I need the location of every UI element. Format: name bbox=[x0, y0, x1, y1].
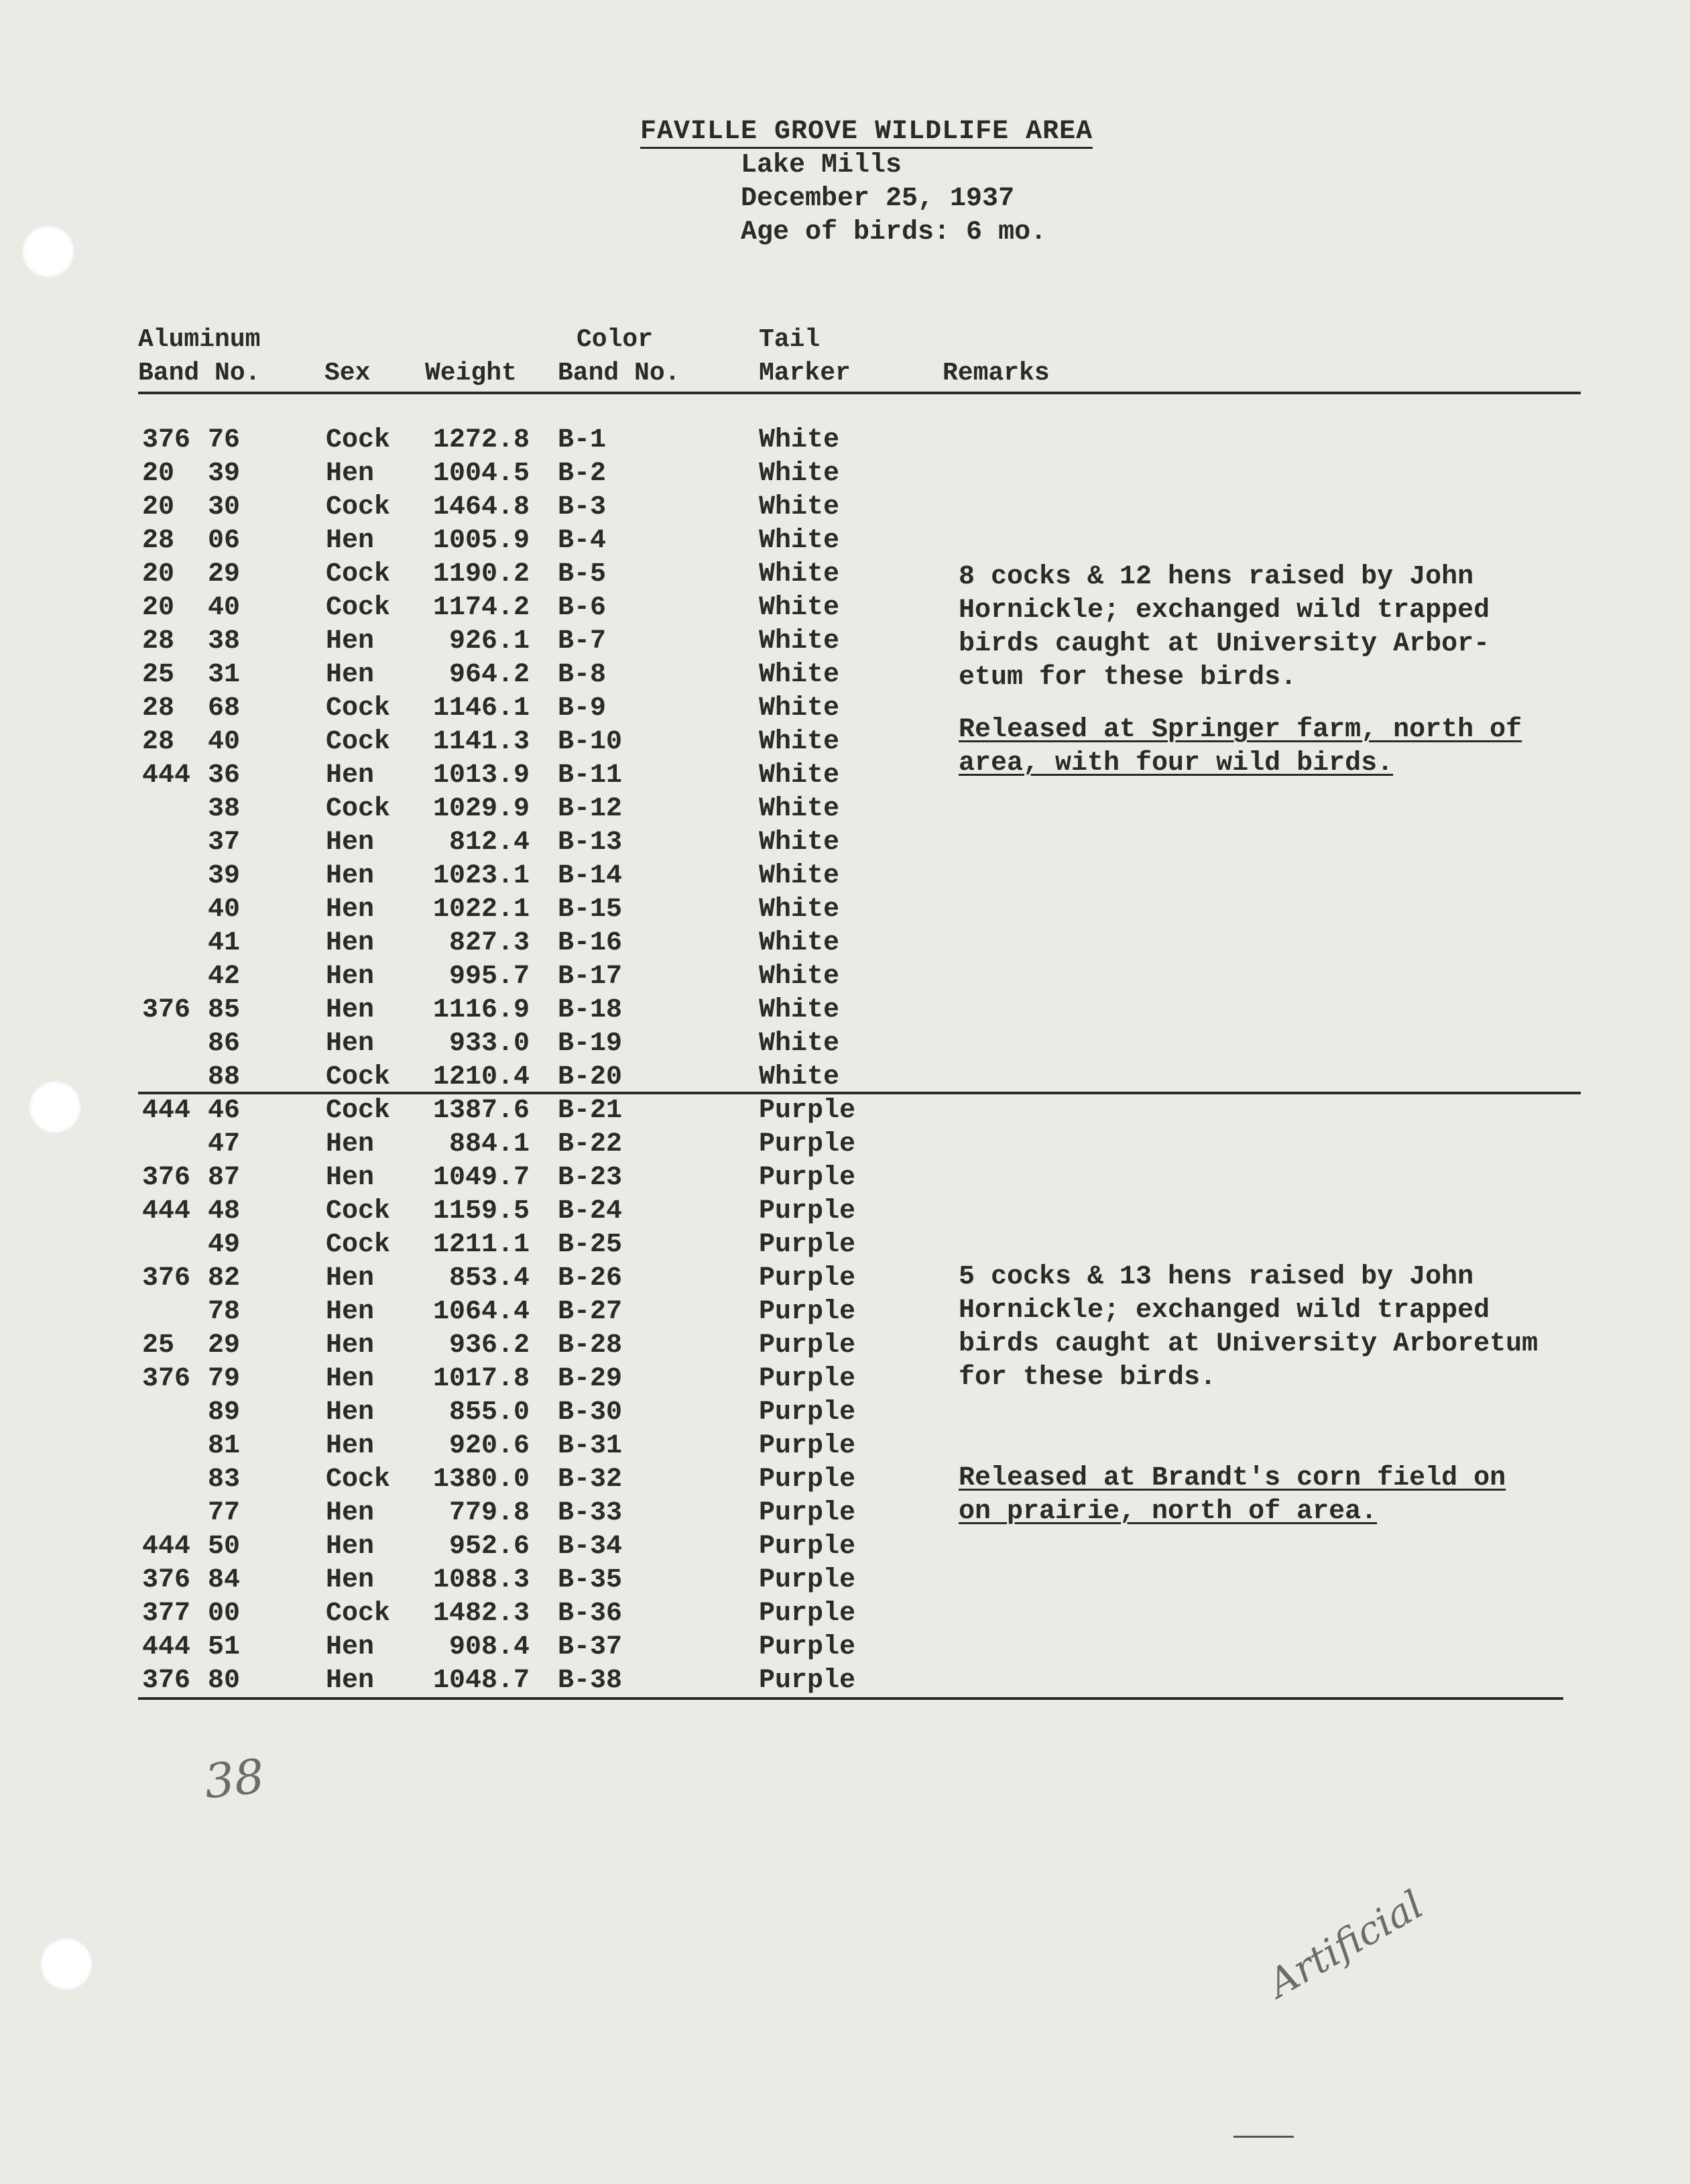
sex-cell: Hen bbox=[326, 1532, 375, 1562]
weight-cell: 1022.1 bbox=[432, 895, 530, 925]
color-band-cell: B-13 bbox=[558, 827, 623, 858]
sex-cell: Hen bbox=[326, 827, 375, 858]
tail-marker-cell: White bbox=[759, 827, 840, 858]
band-prefix: 25 bbox=[142, 1330, 175, 1361]
band-suffix: 40 bbox=[208, 727, 241, 757]
color-band-cell: B-24 bbox=[558, 1196, 623, 1226]
weight-cell: 1211.1 bbox=[432, 1230, 530, 1260]
color-band-cell: B-18 bbox=[558, 995, 623, 1025]
color-band-cell: B-28 bbox=[558, 1330, 623, 1361]
band-prefix: 25 bbox=[142, 660, 175, 690]
sex-cell: Hen bbox=[326, 626, 375, 656]
weight-cell: 1272.8 bbox=[432, 425, 530, 455]
color-band-cell: B-12 bbox=[558, 794, 623, 824]
band-suffix: 86 bbox=[208, 1029, 241, 1059]
sex-cell: Hen bbox=[326, 1029, 375, 1059]
weight-cell: 812.4 bbox=[448, 827, 530, 858]
header-rule bbox=[138, 392, 1581, 394]
color-band-cell: B-31 bbox=[558, 1431, 623, 1461]
column-header-tail-marker bbox=[759, 323, 851, 390]
color-band-cell: B-11 bbox=[558, 760, 623, 791]
band-prefix: 376 bbox=[142, 1163, 191, 1193]
sex-cell: Hen bbox=[326, 995, 375, 1025]
sex-cell: Hen bbox=[326, 962, 375, 992]
tail-marker-cell: Purple bbox=[759, 1163, 856, 1193]
weight-cell: 995.7 bbox=[448, 962, 530, 992]
sex-cell: Cock bbox=[326, 1230, 391, 1260]
band-suffix: 06 bbox=[208, 526, 241, 556]
weight-cell: 827.3 bbox=[448, 928, 530, 958]
tail-marker-cell: Purple bbox=[759, 1364, 856, 1394]
color-band-cell: B-2 bbox=[558, 459, 607, 489]
weight-cell: 920.6 bbox=[448, 1431, 530, 1461]
band-suffix: 88 bbox=[208, 1062, 241, 1092]
sex-cell: Hen bbox=[326, 895, 375, 925]
weight-cell: 1210.4 bbox=[432, 1062, 530, 1092]
remark-line: birds caught at University Arbor- bbox=[959, 629, 1490, 659]
band-suffix: 38 bbox=[208, 794, 241, 824]
punch-hole bbox=[40, 1938, 93, 1990]
weight-cell: 1174.2 bbox=[432, 593, 530, 623]
weight-cell: 1464.8 bbox=[432, 492, 530, 522]
column-header-tail-bottom: Marker bbox=[759, 359, 851, 388]
punch-hole bbox=[29, 1081, 81, 1133]
bird-age: Age of birds: 6 mo. bbox=[741, 217, 1047, 247]
tail-marker-cell: White bbox=[759, 425, 840, 455]
column-header-color-bottom: Band No. bbox=[558, 359, 680, 388]
color-band-cell: B-37 bbox=[558, 1632, 623, 1662]
sex-cell: Cock bbox=[326, 693, 391, 724]
color-band-cell: B-20 bbox=[558, 1062, 623, 1092]
remark-line: for these birds. bbox=[959, 1363, 1217, 1393]
weight-cell: 1064.4 bbox=[432, 1297, 530, 1327]
remark-line: 8 cocks & 12 hens raised by John bbox=[959, 562, 1474, 592]
band-suffix: 68 bbox=[208, 693, 241, 724]
sex-cell: Hen bbox=[326, 1397, 375, 1428]
handwritten-count: 38 bbox=[201, 1748, 267, 1810]
column-header-color-top: Color bbox=[577, 325, 654, 354]
weight-cell: 1159.5 bbox=[432, 1196, 530, 1226]
tail-marker-cell: White bbox=[759, 526, 840, 556]
color-band-cell: B-1 bbox=[558, 425, 607, 455]
color-band-cell: B-27 bbox=[558, 1297, 623, 1327]
sex-cell: Hen bbox=[326, 1565, 375, 1595]
band-prefix: 444 bbox=[142, 760, 191, 791]
band-prefix: 376 bbox=[142, 1666, 191, 1696]
sex-cell: Hen bbox=[326, 1666, 375, 1696]
color-band-cell: B-6 bbox=[558, 593, 607, 623]
tail-marker-cell: Purple bbox=[759, 1330, 856, 1361]
band-suffix: 29 bbox=[208, 559, 241, 589]
weight-cell: 779.8 bbox=[448, 1498, 530, 1528]
band-suffix: 38 bbox=[208, 626, 241, 656]
weight-cell: 1088.3 bbox=[432, 1565, 530, 1595]
remarks-white-group bbox=[959, 561, 1522, 781]
tail-marker-cell: White bbox=[759, 1062, 840, 1092]
band-prefix: 28 bbox=[142, 727, 175, 757]
color-band-cell: B-23 bbox=[558, 1163, 623, 1193]
band-suffix: 87 bbox=[208, 1163, 241, 1193]
tail-marker-cell: Purple bbox=[759, 1565, 856, 1595]
band-prefix: 444 bbox=[142, 1632, 191, 1662]
weight-cell: 1387.6 bbox=[432, 1096, 530, 1126]
color-band-cell: B-19 bbox=[558, 1029, 623, 1059]
release-note-white: area, with four wild birds. bbox=[959, 748, 1394, 779]
band-prefix: 377 bbox=[142, 1599, 191, 1629]
column-header-tail-top: Tail bbox=[759, 325, 821, 354]
sex-cell: Hen bbox=[326, 1297, 375, 1327]
band-suffix: 39 bbox=[208, 861, 241, 891]
report-date: December 25, 1937 bbox=[741, 184, 1015, 214]
band-prefix: 28 bbox=[142, 693, 175, 724]
band-suffix: 30 bbox=[208, 492, 241, 522]
weight-cell: 926.1 bbox=[448, 626, 530, 656]
band-suffix: 42 bbox=[208, 962, 241, 992]
weight-cell: 1146.1 bbox=[432, 693, 530, 724]
band-prefix: 376 bbox=[142, 995, 191, 1025]
tail-marker-cell: White bbox=[759, 693, 840, 724]
location: Lake Mills bbox=[741, 150, 902, 180]
document-title: FAVILLE GROVE WILDLIFE AREA bbox=[640, 117, 1093, 149]
tail-marker-cell: White bbox=[759, 660, 840, 690]
column-header-band-top: Aluminum bbox=[138, 325, 261, 354]
band-prefix: 20 bbox=[142, 593, 175, 623]
sex-cell: Cock bbox=[326, 1464, 391, 1495]
band-suffix: 51 bbox=[208, 1632, 241, 1662]
weight-cell: 884.1 bbox=[448, 1129, 530, 1159]
color-band-cell: B-3 bbox=[558, 492, 607, 522]
weight-cell: 1005.9 bbox=[432, 526, 530, 556]
tail-marker-cell: White bbox=[759, 727, 840, 757]
sex-cell: Hen bbox=[326, 928, 375, 958]
band-prefix: 444 bbox=[142, 1096, 191, 1126]
tail-marker-cell: White bbox=[759, 626, 840, 656]
document-header bbox=[640, 115, 1093, 249]
band-suffix: 49 bbox=[208, 1230, 241, 1260]
weight-cell: 936.2 bbox=[448, 1330, 530, 1361]
color-band-cell: B-10 bbox=[558, 727, 623, 757]
sex-cell: Hen bbox=[326, 1263, 375, 1294]
tail-marker-cell: Purple bbox=[759, 1599, 856, 1629]
tail-marker-cell: Purple bbox=[759, 1129, 856, 1159]
weight-cell: 1013.9 bbox=[432, 760, 530, 791]
tail-marker-cell: Purple bbox=[759, 1263, 856, 1294]
weight-cell: 1141.3 bbox=[432, 727, 530, 757]
band-prefix: 376 bbox=[142, 425, 191, 455]
tail-marker-cell: Purple bbox=[759, 1632, 856, 1662]
band-suffix: 81 bbox=[208, 1431, 241, 1461]
sex-cell: Hen bbox=[326, 760, 375, 791]
column-header-weight: Weight bbox=[425, 359, 517, 388]
band-suffix: 79 bbox=[208, 1364, 241, 1394]
weight-cell: 1048.7 bbox=[432, 1666, 530, 1696]
band-prefix: 376 bbox=[142, 1263, 191, 1294]
column-header-sex: Sex bbox=[324, 359, 371, 388]
band-prefix: 20 bbox=[142, 459, 175, 489]
color-band-cell: B-33 bbox=[558, 1498, 623, 1528]
band-prefix: 20 bbox=[142, 559, 175, 589]
sex-cell: Hen bbox=[326, 861, 375, 891]
sex-cell: Hen bbox=[326, 1330, 375, 1361]
color-band-cell: B-21 bbox=[558, 1096, 623, 1126]
remark-line: etum for these birds. bbox=[959, 663, 1297, 693]
band-prefix: 376 bbox=[142, 1565, 191, 1595]
tail-marker-cell: White bbox=[759, 1029, 840, 1059]
color-band-cell: B-22 bbox=[558, 1129, 623, 1159]
band-suffix: 40 bbox=[208, 895, 241, 925]
sex-cell: Cock bbox=[326, 492, 391, 522]
color-band-cell: B-25 bbox=[558, 1230, 623, 1260]
color-band-cell: B-17 bbox=[558, 962, 623, 992]
tail-marker-cell: White bbox=[759, 559, 840, 589]
color-band-cell: B-5 bbox=[558, 559, 607, 589]
weight-cell: 853.4 bbox=[448, 1263, 530, 1294]
band-prefix: 28 bbox=[142, 626, 175, 656]
color-band-cell: B-16 bbox=[558, 928, 623, 958]
tail-marker-cell: White bbox=[759, 861, 840, 891]
band-suffix: 84 bbox=[208, 1565, 241, 1595]
tail-marker-cell: White bbox=[759, 760, 840, 791]
column-header-band bbox=[138, 323, 260, 390]
tail-marker-cell: Purple bbox=[759, 1196, 856, 1226]
tail-marker-cell: Purple bbox=[759, 1464, 856, 1495]
weight-cell: 952.6 bbox=[448, 1532, 530, 1562]
release-note-white: Released at Springer farm, north of bbox=[959, 715, 1522, 745]
band-suffix: 80 bbox=[208, 1666, 241, 1696]
band-suffix: 77 bbox=[208, 1498, 241, 1528]
band-prefix: 28 bbox=[142, 526, 175, 556]
color-band-cell: B-4 bbox=[558, 526, 607, 556]
sex-cell: Hen bbox=[326, 1431, 375, 1461]
color-band-cell: B-36 bbox=[558, 1599, 623, 1629]
tail-marker-cell: Purple bbox=[759, 1096, 856, 1126]
weight-cell: 1023.1 bbox=[432, 861, 530, 891]
weight-cell: 1029.9 bbox=[432, 794, 530, 824]
band-suffix: 41 bbox=[208, 928, 241, 958]
band-suffix: 82 bbox=[208, 1263, 241, 1294]
weight-cell: 1017.8 bbox=[432, 1364, 530, 1394]
sex-cell: Hen bbox=[326, 660, 375, 690]
tail-marker-cell: Purple bbox=[759, 1230, 856, 1260]
punch-hole bbox=[22, 225, 74, 278]
band-prefix: 444 bbox=[142, 1532, 191, 1562]
weight-cell: 1116.9 bbox=[432, 995, 530, 1025]
sex-cell: Cock bbox=[326, 425, 391, 455]
color-band-cell: B-26 bbox=[558, 1263, 623, 1294]
band-suffix: 00 bbox=[208, 1599, 241, 1629]
band-suffix: 89 bbox=[208, 1397, 241, 1428]
sex-cell: Hen bbox=[326, 526, 375, 556]
tail-marker-cell: Purple bbox=[759, 1397, 856, 1428]
sex-cell: Cock bbox=[326, 727, 391, 757]
tail-marker-cell: White bbox=[759, 492, 840, 522]
color-band-cell: B-15 bbox=[558, 895, 623, 925]
sex-cell: Hen bbox=[326, 1498, 375, 1528]
band-suffix: 40 bbox=[208, 593, 241, 623]
weight-cell: 1049.7 bbox=[432, 1163, 530, 1193]
band-suffix: 29 bbox=[208, 1330, 241, 1361]
color-band-cell: B-14 bbox=[558, 861, 623, 891]
weight-cell: 908.4 bbox=[448, 1632, 530, 1662]
weight-cell: 1190.2 bbox=[432, 559, 530, 589]
band-suffix: 31 bbox=[208, 660, 241, 690]
release-note-purple: Released at Brandt's corn field on bbox=[959, 1463, 1506, 1493]
color-band-cell: B-30 bbox=[558, 1397, 623, 1428]
band-suffix: 83 bbox=[208, 1464, 241, 1495]
sex-cell: Hen bbox=[326, 1364, 375, 1394]
band-suffix: 39 bbox=[208, 459, 241, 489]
weight-cell: 1380.0 bbox=[432, 1464, 530, 1495]
tail-marker-cell: Purple bbox=[759, 1297, 856, 1327]
column-header-remarks: Remarks bbox=[943, 359, 1050, 388]
sex-cell: Cock bbox=[326, 1062, 391, 1092]
tail-marker-cell: Purple bbox=[759, 1532, 856, 1562]
tail-marker-cell: White bbox=[759, 794, 840, 824]
color-band-cell: B-29 bbox=[558, 1364, 623, 1394]
band-prefix: 376 bbox=[142, 1364, 191, 1394]
remark-line: 5 cocks & 13 hens raised by John bbox=[959, 1262, 1474, 1292]
sex-cell: Cock bbox=[326, 1599, 391, 1629]
band-prefix: 444 bbox=[142, 1196, 191, 1226]
band-suffix: 37 bbox=[208, 827, 241, 858]
weight-cell: 933.0 bbox=[448, 1029, 530, 1059]
tail-marker-cell: Purple bbox=[759, 1666, 856, 1696]
remark-line: Hornickle; exchanged wild trapped bbox=[959, 595, 1490, 626]
weight-cell: 964.2 bbox=[448, 660, 530, 690]
band-prefix: 20 bbox=[142, 492, 175, 522]
color-band-cell: B-35 bbox=[558, 1565, 623, 1595]
color-band-cell: B-32 bbox=[558, 1464, 623, 1495]
band-suffix: 76 bbox=[208, 425, 241, 455]
sex-cell: Cock bbox=[326, 1196, 391, 1226]
tail-marker-cell: Purple bbox=[759, 1431, 856, 1461]
remark-line: Hornickle; exchanged wild trapped bbox=[959, 1296, 1490, 1326]
band-suffix: 78 bbox=[208, 1297, 241, 1327]
color-band-cell: B-38 bbox=[558, 1666, 623, 1696]
handwritten-note: Artificial bbox=[1260, 1881, 1431, 2007]
sex-cell: Cock bbox=[326, 1096, 391, 1126]
release-note-purple: on prairie, north of area. bbox=[959, 1497, 1378, 1527]
tail-marker-cell: White bbox=[759, 459, 840, 489]
tail-marker-cell: White bbox=[759, 962, 840, 992]
band-suffix: 50 bbox=[208, 1532, 241, 1562]
sex-cell: Hen bbox=[326, 1163, 375, 1193]
color-band-cell: B-34 bbox=[558, 1532, 623, 1562]
band-suffix: 85 bbox=[208, 995, 241, 1025]
band-suffix: 48 bbox=[208, 1196, 241, 1226]
color-band-cell: B-9 bbox=[558, 693, 607, 724]
sex-cell: Cock bbox=[326, 794, 391, 824]
color-band-cell: B-8 bbox=[558, 660, 607, 690]
pencil-mark bbox=[1233, 2136, 1294, 2138]
tail-marker-cell: White bbox=[759, 593, 840, 623]
column-header-color-band bbox=[558, 323, 680, 390]
sex-cell: Cock bbox=[326, 593, 391, 623]
band-suffix: 36 bbox=[208, 760, 241, 791]
column-header-band-bottom: Band No. bbox=[138, 359, 261, 388]
sex-cell: Hen bbox=[326, 1632, 375, 1662]
tail-marker-cell: White bbox=[759, 995, 840, 1025]
band-suffix: 46 bbox=[208, 1096, 241, 1126]
tail-marker-cell: White bbox=[759, 895, 840, 925]
band-suffix: 47 bbox=[208, 1129, 241, 1159]
weight-cell: 855.0 bbox=[448, 1397, 530, 1428]
sex-cell: Hen bbox=[326, 459, 375, 489]
sex-cell: Cock bbox=[326, 559, 391, 589]
tail-marker-cell: Purple bbox=[759, 1498, 856, 1528]
weight-cell: 1004.5 bbox=[432, 459, 530, 489]
remarks-purple-group bbox=[959, 1261, 1538, 1529]
remark-line: birds caught at University Arboretum bbox=[959, 1329, 1538, 1359]
color-band-cell: B-7 bbox=[558, 626, 607, 656]
sex-cell: Hen bbox=[326, 1129, 375, 1159]
tail-marker-cell: White bbox=[759, 928, 840, 958]
weight-cell: 1482.3 bbox=[432, 1599, 530, 1629]
